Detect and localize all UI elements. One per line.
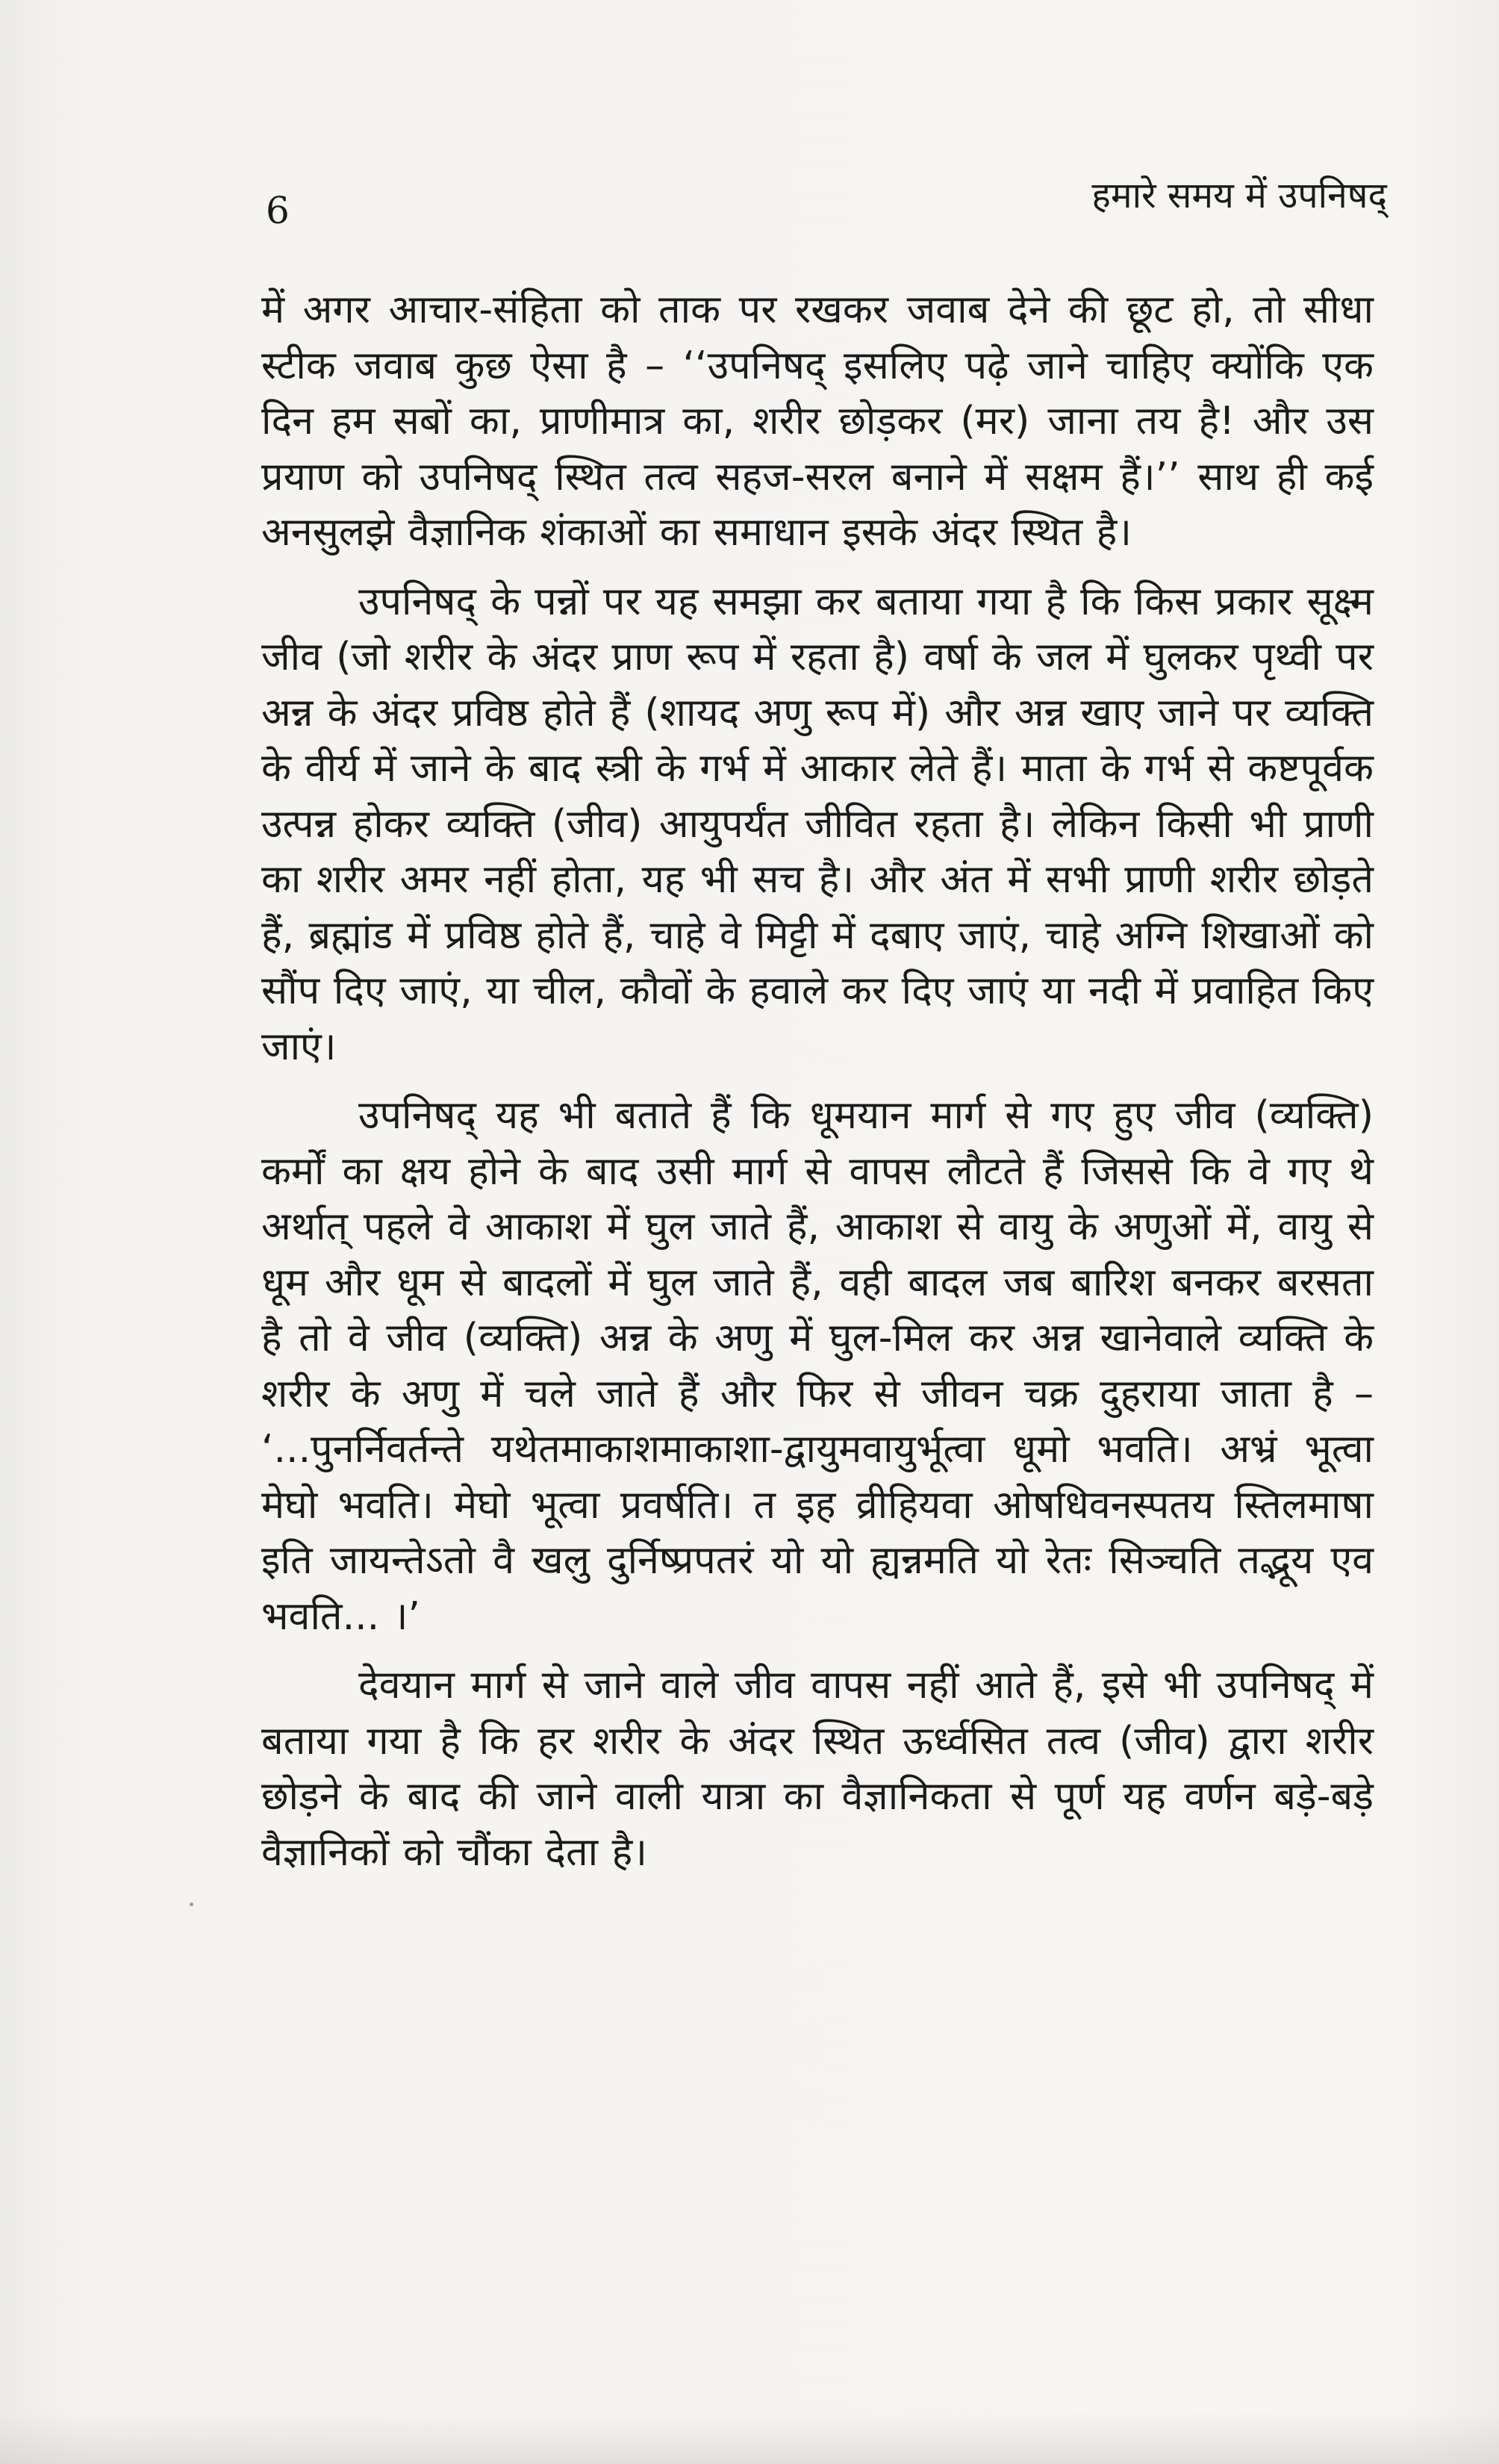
running-head: हमारे समय में उपनिषद् [1091, 175, 1387, 217]
body-text [261, 282, 1374, 1894]
paragraph-3: उपनिषद् यह भी बताते हैं कि धूमयान मार्ग से गए हुए जीव (व्यक्ति) कर्मों का क्षय होने के बाद उसी मार्ग से वापस लौटते हैं जिससे कि वे गए थे अर्थात् पहले वे आकाश में घुल जाते हैं, आकाश से वायु के अणुओं में, वायु से धूम और धूम से बादलों में घुल जाते हैं, वही बादल जब बारिश बनकर बरसता है तो वे जीव (व्यक्ति) अन्न के अणु में घुल-मिल कर अन्न खानेवाले व्यक्ति के शरीर के अणु में चले जाते हैं और फिर से जीवन चक्र दुहराया जाता है – ‘...पुनर्निवर्तन्ते यथेतमाकाशमाकाशा-द्वायुमवायुर्भूत्वा धूमो भवति। अभ्रं भूत्वा मेघो भवति। मेघो भूत्वा प्रवर्षति। त इह व्रीहियवा ओषधिवनस्पतय स्तिलमाषा इति जायन्तेऽतो वै खलु दुर्निष्प्रपतरं यो यो ह्यन्नमति यो रेतः सिञ्चति तद्भूय एव भवति... ।’ [261, 1093, 1374, 1639]
page-edge-shadow [0, 2412, 1499, 2464]
paragraph-1: में अगर आचार-संहिता को ताक पर रखकर जवाब देने की छूट हो, तो सीधा स्टीक जवाब कुछ ऐसा है – ‘‘उपनिषद् इसलिए पढ़े जाने चाहिए क्योंकि एक दिन हम सबों का, प्राणीमात्र का, शरीर छोड़कर (मर) जाना तय है! और उस प्रयाण को उपनिषद् स्थित तत्व सहज-सरल बनाने में सक्षम हैं।’’ साथ ही कई अनसुलझे वैज्ञानिक शंकाओं का समाधान इसके अंदर स्थित है। [261, 287, 1374, 555]
page-number: 6 [266, 189, 290, 232]
paragraph-2: उपनिषद् के पन्नों पर यह समझा कर बताया गया है कि किस प्रकार सूक्ष्म जीव (जो शरीर के अंदर प्राण रूप में रहता है) वर्षा के जल में घुलकर पृथ्वी पर अन्न के अंदर प्रविष्ठ होते हैं (शायद अणु रूप में) और अन्न खाए जाने पर व्यक्ति के वीर्य में जाने के बाद स्त्री के गर्भ में आकार लेते हैं। माता के गर्भ से कष्टपूर्वक उत्पन्न होकर व्यक्ति (जीव) आयुपर्यंत जीवित रहता है। लेकिन किसी भी प्राणी का शरीर अमर नहीं होता, यह भी सच है। और अंत में सभी प्राणी शरीर छोड़ते हैं, ब्रह्मांड में प्रविष्ठ होते हैं, चाहे वे मिट्टी में दबाए जाएं, चाहे अग्नि शिखाओं को सौंप दिए जाएं, या चील, कौवों के हवाले कर दिए जाएं या नदी में प्रवाहित किए जाएं। [261, 579, 1374, 1069]
margin-speck [190, 1903, 193, 1906]
paragraph-4: देवयान मार्ग से जाने वाले जीव वापस नहीं आते हैं, इसे भी उपनिषद् में बताया गया है कि हर शरीर के अंदर स्थित ऊर्ध्वसित तत्व (जीव) द्वारा शरीर छोड़ने के बाद की जाने वाली यात्रा का वैज्ञानिकता से पूर्ण यह वर्णन बड़े-बड़े वैज्ञानिकों को चौंका देता है। [261, 1663, 1374, 1875]
